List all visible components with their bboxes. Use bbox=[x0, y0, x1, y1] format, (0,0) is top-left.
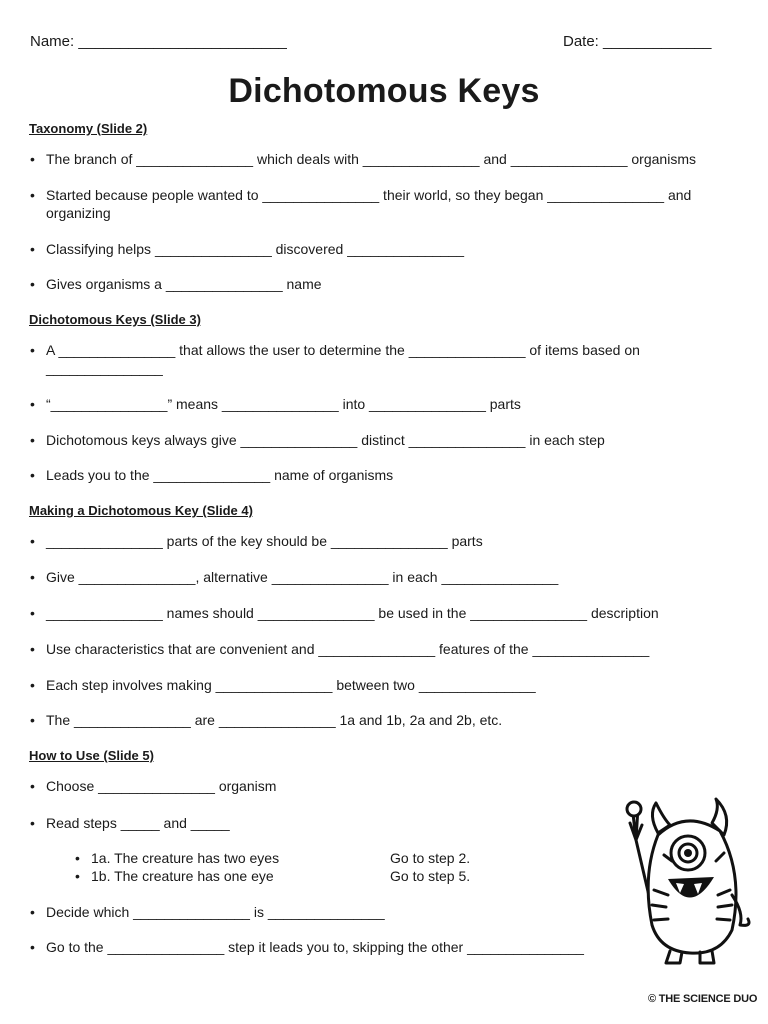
list-item: • Each step involves making _______________ between two _______________ bbox=[46, 676, 736, 694]
list-item: • Dichotomous keys always give _______________ distinct _______________ in each step bbox=[46, 431, 736, 449]
list-item: • Gives organisms a _______________ name bbox=[46, 275, 736, 293]
list-item: • The branch of _______________ which deals with _______________ and _______________ organisms bbox=[46, 150, 736, 168]
page-title: Dichotomous Keys bbox=[228, 72, 540, 110]
section-heading-how-to-use: How to Use (Slide 5) bbox=[29, 748, 154, 763]
list-item: • Classifying helps _______________ discovered _______________ bbox=[46, 240, 736, 258]
list-item: • “_______________” means _______________ into _______________ parts bbox=[46, 395, 736, 413]
section-heading-making-key: Making a Dichotomous Key (Slide 4) bbox=[29, 503, 253, 518]
list-item: • _______________ names should _______________ be used in the _______________ description bbox=[46, 604, 736, 622]
list-item: • Go to the _______________ step it leads you to, skipping the other _______________ bbox=[46, 938, 626, 956]
section-heading-taxonomy: Taxonomy (Slide 2) bbox=[29, 121, 148, 136]
list-item: • Give _______________, alternative _______________ in each _______________ bbox=[46, 568, 736, 586]
copyright-footer: © THE SCIENCE DUO bbox=[648, 993, 758, 1005]
list-item: • Started because people wanted to _______________ their world, so they began _______________ and organizing bbox=[46, 186, 736, 222]
list-item: • A _______________ that allows the user to determine the _______________ of items based on _______________ bbox=[46, 341, 696, 377]
list-item: • Use characteristics that are convenient and _______________ features of the _______________ bbox=[46, 640, 736, 658]
date-field: Date: _____________ bbox=[563, 33, 712, 50]
example-step: • 1b. The creature has one eye bbox=[91, 867, 274, 885]
list-item: • _______________ parts of the key should be _______________ parts bbox=[46, 532, 736, 550]
section-heading-dichotomous-keys: Dichotomous Keys (Slide 3) bbox=[29, 312, 201, 327]
monster-illustration bbox=[620, 795, 755, 965]
example-step: • 1a. The creature has two eyes bbox=[91, 849, 279, 867]
list-item: • Decide which _______________ is _______________ bbox=[46, 903, 606, 921]
list-item: • Leads you to the _______________ name of organisms bbox=[46, 466, 736, 484]
example-action: Go to step 5. bbox=[390, 868, 471, 884]
name-field: Name: _________________________ bbox=[30, 33, 287, 50]
list-item: • Choose _______________ organism bbox=[46, 777, 606, 795]
list-item: • Read steps _____ and _____ bbox=[46, 814, 606, 832]
list-item: • The _______________ are _______________ 1a and 1b, 2a and 2b, etc. bbox=[46, 711, 736, 729]
example-action: Go to step 2. bbox=[390, 850, 471, 866]
